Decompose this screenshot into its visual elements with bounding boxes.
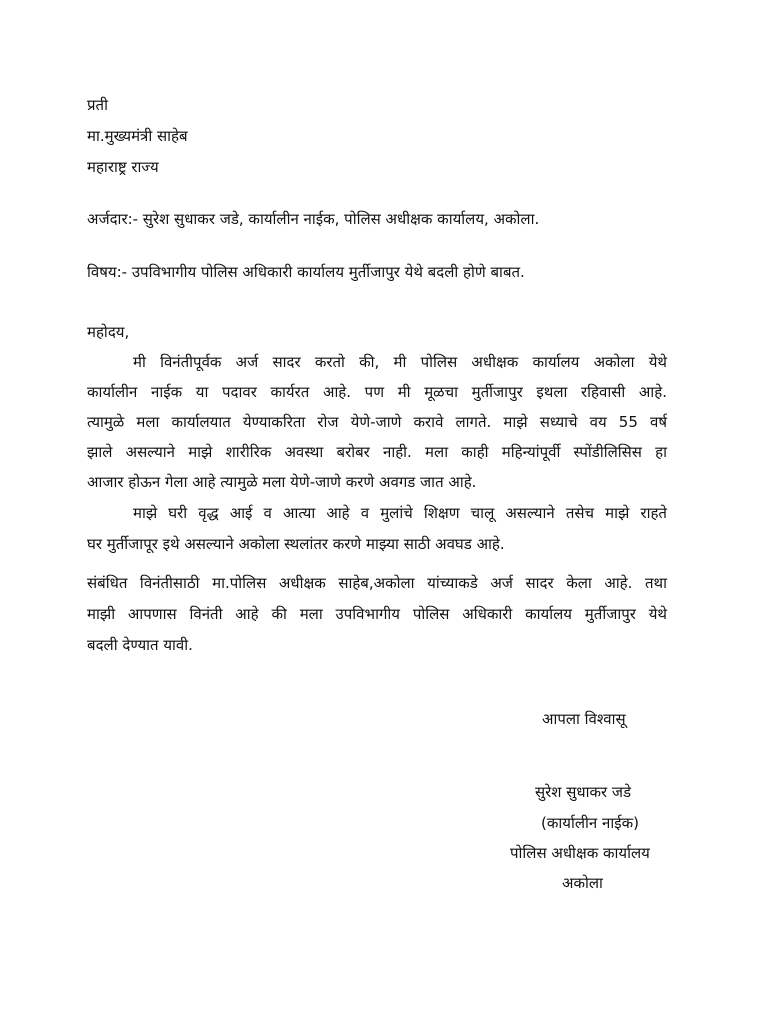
body-para1-line: झाले असल्याने माझे शारीरिक अवस्था बरोबर नाही. मला काही महिन्यांपूर्वी स्पोंडीलिसिस हा — [87, 443, 667, 461]
body-para1-line: आजार होऊन गेला आहे त्यामुळे मला येणे-जाणे करणे अवगड जात आहे. — [87, 473, 477, 491]
signature-city: अकोला — [562, 874, 603, 892]
body-para3-line: माझी आपणास विनंती आहे की मला उपविभागीय पोलिस अधिकारी कार्यालय मुर्तीजापुर येथे — [87, 605, 667, 623]
closing: आपला विश्वासू — [542, 710, 626, 728]
address-state: महाराष्ट्र राज्य — [87, 158, 159, 176]
body-para3-line: बदली देण्यात यावी. — [87, 636, 193, 654]
signature-office: पोलिस अधीक्षक कार्यालय — [510, 844, 650, 862]
body-para3-line: संबंधित विनंतीसाठी मा.पोलिस अधीक्षक साहेब,अकोला यांच्याकडे अर्ज सादर केला आहे. तथा — [87, 574, 667, 592]
address-recipient: मा.मुख्यमंत्री साहेब — [87, 127, 188, 145]
signature-designation: (कार्यालीन नाईक) — [541, 814, 639, 832]
subject-line: विषय:- उपविभागीय पोलिस अधिकारी कार्यालय मुर्तीजापुर येथे बदली होणे बाबत. — [87, 263, 525, 281]
applicant-line: अर्जदार:- सुरेश सुधाकर जडे, कार्यालीन नाईक, पोलिस अधीक्षक कार्यालय, अकोला. — [87, 210, 540, 228]
body-para2-line: माझे घरी वृद्ध आई व आत्या आहे व मुलांचे शिक्षण चालू असल्याने तसेच माझे राहते — [133, 504, 667, 522]
body-para1-line: त्यामुळे मला कार्यालयात येण्याकरिता रोज येणे-जाणे करावे लागते. माझे सध्याचे वय 55 वर्ष — [87, 413, 667, 431]
address-to: प्रती — [87, 96, 108, 114]
body-para2-line: घर मुर्तीजापूर इथे असल्याने अकोला स्थलांतर करणे माझ्या साठी अवघड आहे. — [87, 535, 505, 553]
body-para1-line: कार्यालीन नाईक या पदावर कार्यरत आहे. पण मी मूळचा मुर्तीजापुर इथला रहिवासी आहे. — [87, 383, 667, 401]
salutation: महोदय, — [87, 323, 130, 341]
body-para1-line: मी विनंतीपूर्वक अर्ज सादर करतो की, मी पोलिस अधीक्षक कार्यालय अकोला येथे — [133, 353, 667, 371]
signature-name: सुरेश सुधाकर जडे — [535, 783, 632, 801]
